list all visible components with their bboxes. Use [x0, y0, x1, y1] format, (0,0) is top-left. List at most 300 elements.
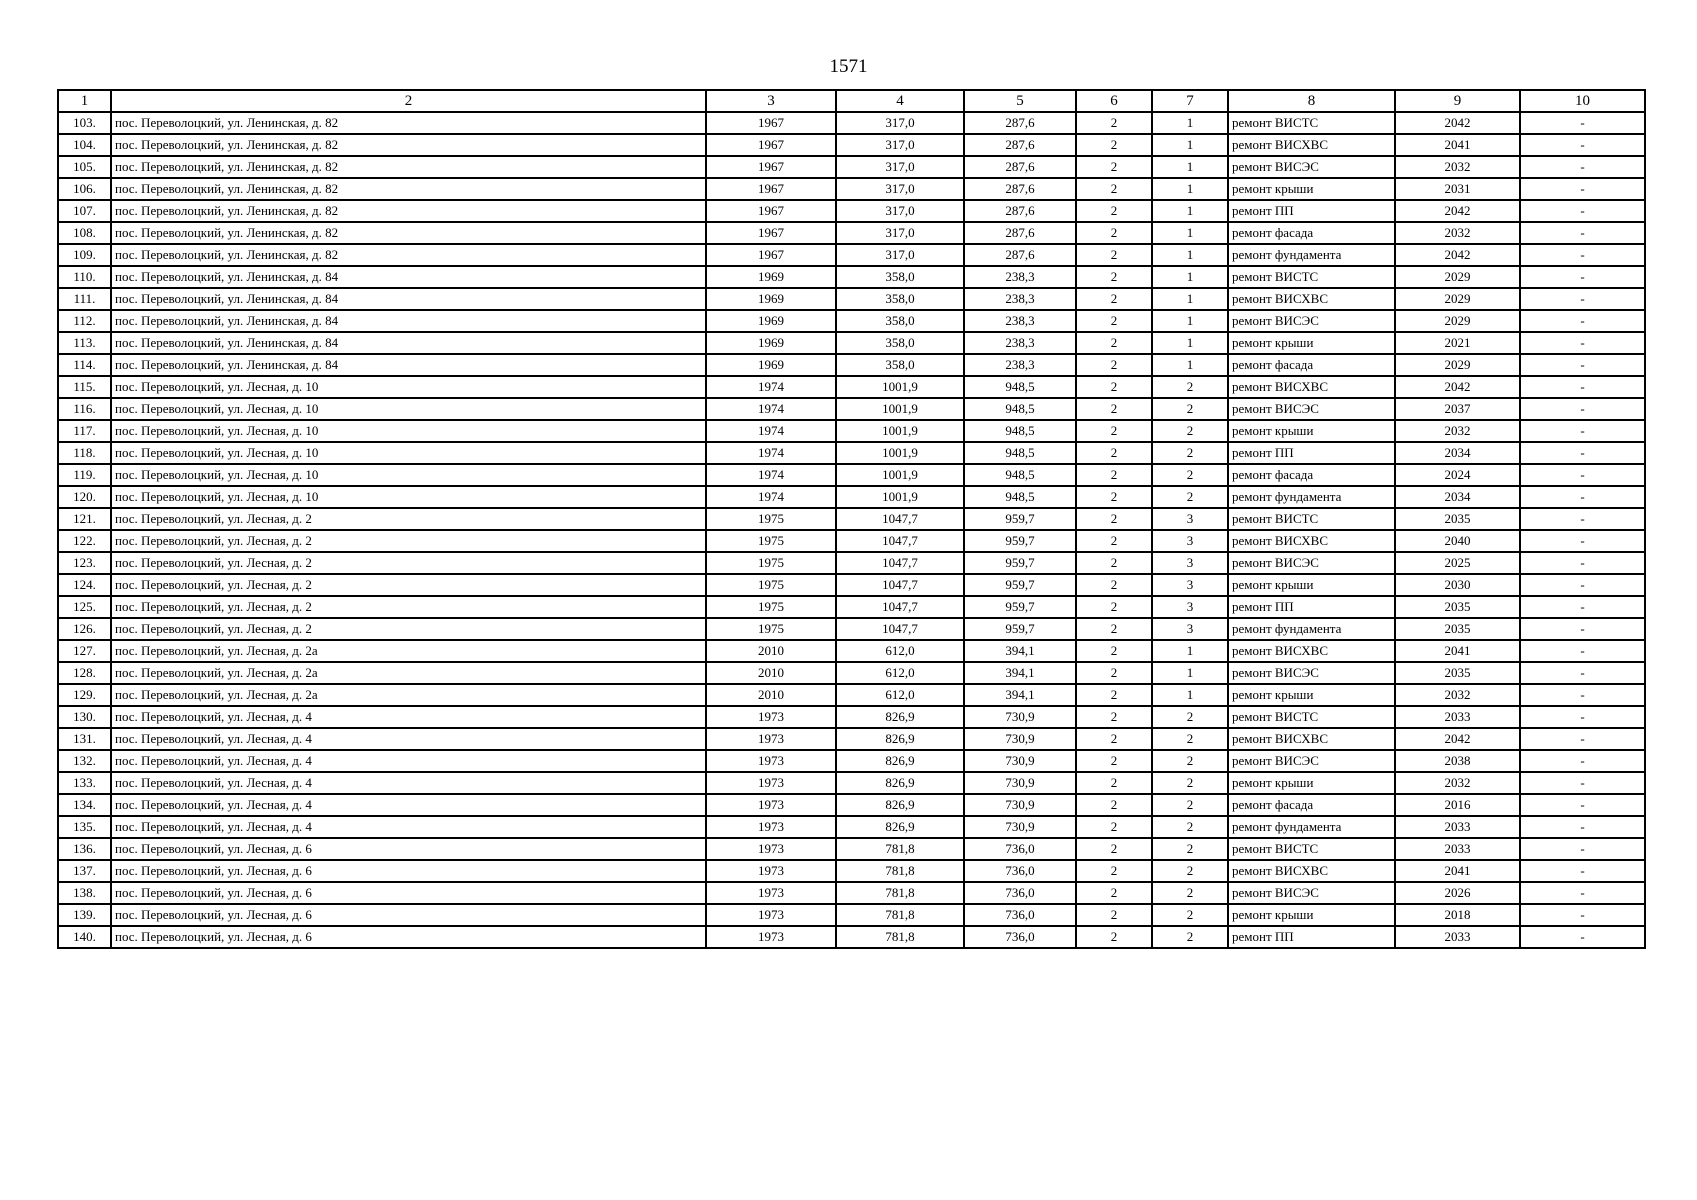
cell-total-area: 1001,9 [836, 486, 964, 508]
cell-entrances: 3 [1152, 552, 1228, 574]
cell-work-type: ремонт крыши [1228, 420, 1395, 442]
cell-floors: 2 [1076, 398, 1152, 420]
cell-work-type: ремонт крыши [1228, 904, 1395, 926]
cell-work-type: ремонт ПП [1228, 442, 1395, 464]
cell-row-number: 124. [58, 574, 111, 596]
cell-living-area: 287,6 [964, 178, 1076, 200]
cell-note: - [1520, 464, 1645, 486]
cell-build-year: 1973 [706, 904, 836, 926]
cell-build-year: 1969 [706, 354, 836, 376]
page-number: 1571 [829, 56, 868, 77]
cell-living-area: 730,9 [964, 794, 1076, 816]
cell-note: - [1520, 310, 1645, 332]
cell-note: - [1520, 222, 1645, 244]
cell-build-year: 1974 [706, 420, 836, 442]
cell-row-number: 123. [58, 552, 111, 574]
cell-planned-year: 2032 [1395, 420, 1520, 442]
cell-planned-year: 2041 [1395, 640, 1520, 662]
cell-row-number: 106. [58, 178, 111, 200]
cell-entrances: 2 [1152, 882, 1228, 904]
cell-entrances: 1 [1152, 222, 1228, 244]
cell-build-year: 1967 [706, 244, 836, 266]
cell-entrances: 2 [1152, 398, 1228, 420]
table-row [58, 244, 1645, 266]
column-header-5: 5 [964, 90, 1076, 112]
cell-entrances: 2 [1152, 772, 1228, 794]
cell-row-number: 120. [58, 486, 111, 508]
table-row [58, 134, 1645, 156]
table-row [58, 684, 1645, 706]
cell-row-number: 116. [58, 398, 111, 420]
table-row [58, 310, 1645, 332]
cell-living-area: 287,6 [964, 222, 1076, 244]
cell-work-type: ремонт ВИСТС [1228, 112, 1395, 134]
cell-address: пос. Переволоцкий, ул. Лесная, д. 4 [111, 816, 706, 838]
cell-living-area: 948,5 [964, 486, 1076, 508]
cell-living-area: 736,0 [964, 882, 1076, 904]
cell-entrances: 1 [1152, 332, 1228, 354]
cell-living-area: 736,0 [964, 926, 1076, 948]
cell-note: - [1520, 794, 1645, 816]
cell-entrances: 2 [1152, 728, 1228, 750]
cell-address: пос. Переволоцкий, ул. Лесная, д. 2 [111, 530, 706, 552]
cell-work-type: ремонт крыши [1228, 178, 1395, 200]
cell-planned-year: 2041 [1395, 134, 1520, 156]
cell-living-area: 730,9 [964, 750, 1076, 772]
cell-floors: 2 [1076, 882, 1152, 904]
cell-address: пос. Переволоцкий, ул. Лесная, д. 4 [111, 750, 706, 772]
cell-total-area: 781,8 [836, 926, 964, 948]
table-row [58, 266, 1645, 288]
table-row [58, 420, 1645, 442]
cell-living-area: 948,5 [964, 464, 1076, 486]
cell-entrances: 2 [1152, 860, 1228, 882]
table-row [58, 904, 1645, 926]
cell-living-area: 730,9 [964, 728, 1076, 750]
cell-build-year: 1969 [706, 332, 836, 354]
cell-build-year: 1969 [706, 288, 836, 310]
cell-planned-year: 2033 [1395, 838, 1520, 860]
column-header-7: 7 [1152, 90, 1228, 112]
cell-total-area: 358,0 [836, 354, 964, 376]
cell-total-area: 1001,9 [836, 420, 964, 442]
cell-work-type: ремонт крыши [1228, 332, 1395, 354]
cell-floors: 2 [1076, 464, 1152, 486]
cell-row-number: 125. [58, 596, 111, 618]
cell-entrances: 2 [1152, 486, 1228, 508]
column-header-3: 3 [706, 90, 836, 112]
cell-address: пос. Переволоцкий, ул. Лесная, д. 6 [111, 860, 706, 882]
cell-build-year: 1967 [706, 112, 836, 134]
cell-row-number: 122. [58, 530, 111, 552]
cell-row-number: 138. [58, 882, 111, 904]
cell-address: пос. Переволоцкий, ул. Лесная, д. 4 [111, 706, 706, 728]
table-row [58, 750, 1645, 772]
cell-address: пос. Переволоцкий, ул. Лесная, д. 10 [111, 464, 706, 486]
cell-note: - [1520, 860, 1645, 882]
cell-living-area: 287,6 [964, 200, 1076, 222]
cell-row-number: 132. [58, 750, 111, 772]
cell-address: пос. Переволоцкий, ул. Лесная, д. 6 [111, 926, 706, 948]
cell-floors: 2 [1076, 706, 1152, 728]
cell-total-area: 826,9 [836, 728, 964, 750]
cell-entrances: 1 [1152, 310, 1228, 332]
cell-total-area: 612,0 [836, 640, 964, 662]
cell-floors: 2 [1076, 684, 1152, 706]
cell-address: пос. Переволоцкий, ул. Лесная, д. 10 [111, 442, 706, 464]
cell-entrances: 1 [1152, 178, 1228, 200]
cell-floors: 2 [1076, 552, 1152, 574]
cell-living-area: 238,3 [964, 332, 1076, 354]
table-row [58, 882, 1645, 904]
cell-note: - [1520, 376, 1645, 398]
cell-entrances: 2 [1152, 794, 1228, 816]
cell-build-year: 1973 [706, 750, 836, 772]
cell-total-area: 1047,7 [836, 596, 964, 618]
cell-living-area: 287,6 [964, 134, 1076, 156]
cell-row-number: 105. [58, 156, 111, 178]
cell-total-area: 317,0 [836, 178, 964, 200]
cell-address: пос. Переволоцкий, ул. Ленинская, д. 84 [111, 332, 706, 354]
cell-total-area: 612,0 [836, 662, 964, 684]
table-row [58, 112, 1645, 134]
cell-row-number: 108. [58, 222, 111, 244]
cell-build-year: 1967 [706, 200, 836, 222]
cell-floors: 2 [1076, 156, 1152, 178]
table-body [58, 112, 1645, 948]
cell-entrances: 2 [1152, 838, 1228, 860]
cell-planned-year: 2033 [1395, 816, 1520, 838]
cell-floors: 2 [1076, 134, 1152, 156]
cell-row-number: 115. [58, 376, 111, 398]
cell-work-type: ремонт ВИСТС [1228, 266, 1395, 288]
cell-living-area: 948,5 [964, 376, 1076, 398]
cell-build-year: 1974 [706, 442, 836, 464]
cell-address: пос. Переволоцкий, ул. Ленинская, д. 82 [111, 200, 706, 222]
cell-note: - [1520, 332, 1645, 354]
cell-living-area: 730,9 [964, 706, 1076, 728]
cell-build-year: 1973 [706, 816, 836, 838]
cell-planned-year: 2040 [1395, 530, 1520, 552]
cell-planned-year: 2032 [1395, 222, 1520, 244]
cell-row-number: 129. [58, 684, 111, 706]
cell-build-year: 1969 [706, 310, 836, 332]
cell-total-area: 612,0 [836, 684, 964, 706]
cell-entrances: 1 [1152, 288, 1228, 310]
cell-address: пос. Переволоцкий, ул. Лесная, д. 10 [111, 420, 706, 442]
cell-row-number: 117. [58, 420, 111, 442]
table-row [58, 838, 1645, 860]
cell-address: пос. Переволоцкий, ул. Лесная, д. 2 [111, 552, 706, 574]
cell-planned-year: 2042 [1395, 244, 1520, 266]
cell-work-type: ремонт ВИСХВС [1228, 860, 1395, 882]
cell-note: - [1520, 398, 1645, 420]
cell-total-area: 358,0 [836, 332, 964, 354]
cell-planned-year: 2042 [1395, 376, 1520, 398]
cell-living-area: 287,6 [964, 112, 1076, 134]
cell-entrances: 2 [1152, 706, 1228, 728]
cell-build-year: 1974 [706, 398, 836, 420]
table-row [58, 486, 1645, 508]
cell-address: пос. Переволоцкий, ул. Лесная, д. 10 [111, 376, 706, 398]
cell-address: пос. Переволоцкий, ул. Лесная, д. 4 [111, 728, 706, 750]
cell-build-year: 2010 [706, 662, 836, 684]
cell-note: - [1520, 750, 1645, 772]
cell-note: - [1520, 178, 1645, 200]
cell-entrances: 1 [1152, 156, 1228, 178]
cell-floors: 2 [1076, 486, 1152, 508]
cell-floors: 2 [1076, 310, 1152, 332]
cell-row-number: 131. [58, 728, 111, 750]
table-row [58, 596, 1645, 618]
cell-address: пос. Переволоцкий, ул. Лесная, д. 6 [111, 904, 706, 926]
table-row [58, 354, 1645, 376]
cell-entrances: 2 [1152, 904, 1228, 926]
cell-entrances: 3 [1152, 596, 1228, 618]
cell-floors: 2 [1076, 178, 1152, 200]
cell-living-area: 959,7 [964, 552, 1076, 574]
cell-floors: 2 [1076, 244, 1152, 266]
cell-address: пос. Переволоцкий, ул. Лесная, д. 4 [111, 794, 706, 816]
cell-living-area: 959,7 [964, 618, 1076, 640]
cell-note: - [1520, 728, 1645, 750]
cell-note: - [1520, 156, 1645, 178]
cell-planned-year: 2029 [1395, 288, 1520, 310]
cell-floors: 2 [1076, 860, 1152, 882]
cell-floors: 2 [1076, 596, 1152, 618]
cell-planned-year: 2034 [1395, 442, 1520, 464]
cell-floors: 2 [1076, 332, 1152, 354]
cell-note: - [1520, 882, 1645, 904]
cell-work-type: ремонт ПП [1228, 200, 1395, 222]
cell-living-area: 287,6 [964, 156, 1076, 178]
cell-total-area: 317,0 [836, 112, 964, 134]
table-row [58, 860, 1645, 882]
cell-address: пос. Переволоцкий, ул. Ленинская, д. 82 [111, 112, 706, 134]
cell-build-year: 1973 [706, 860, 836, 882]
cell-address: пос. Переволоцкий, ул. Ленинская, д. 84 [111, 354, 706, 376]
cell-work-type: ремонт ВИСЭС [1228, 398, 1395, 420]
cell-entrances: 3 [1152, 618, 1228, 640]
table-row [58, 200, 1645, 222]
cell-total-area: 1001,9 [836, 442, 964, 464]
cell-planned-year: 2021 [1395, 332, 1520, 354]
cell-address: пос. Переволоцкий, ул. Лесная, д. 2 [111, 508, 706, 530]
cell-floors: 2 [1076, 794, 1152, 816]
column-header-2: 2 [111, 90, 706, 112]
cell-floors: 2 [1076, 904, 1152, 926]
cell-entrances: 1 [1152, 244, 1228, 266]
cell-planned-year: 2025 [1395, 552, 1520, 574]
table-row [58, 464, 1645, 486]
cell-planned-year: 2041 [1395, 860, 1520, 882]
cell-build-year: 1975 [706, 530, 836, 552]
table-row [58, 618, 1645, 640]
cell-floors: 2 [1076, 838, 1152, 860]
cell-floors: 2 [1076, 926, 1152, 948]
cell-address: пос. Переволоцкий, ул. Ленинская, д. 82 [111, 178, 706, 200]
cell-work-type: ремонт ВИСХВС [1228, 288, 1395, 310]
cell-note: - [1520, 420, 1645, 442]
cell-planned-year: 2029 [1395, 354, 1520, 376]
cell-row-number: 130. [58, 706, 111, 728]
cell-planned-year: 2035 [1395, 662, 1520, 684]
cell-build-year: 1973 [706, 838, 836, 860]
cell-planned-year: 2029 [1395, 266, 1520, 288]
cell-entrances: 2 [1152, 442, 1228, 464]
cell-build-year: 2010 [706, 640, 836, 662]
table-row [58, 816, 1645, 838]
cell-planned-year: 2032 [1395, 684, 1520, 706]
cell-planned-year: 2018 [1395, 904, 1520, 926]
cell-planned-year: 2034 [1395, 486, 1520, 508]
cell-note: - [1520, 244, 1645, 266]
cell-total-area: 317,0 [836, 244, 964, 266]
cell-planned-year: 2042 [1395, 112, 1520, 134]
cell-address: пос. Переволоцкий, ул. Лесная, д. 2 [111, 618, 706, 640]
cell-entrances: 1 [1152, 266, 1228, 288]
cell-address: пос. Переволоцкий, ул. Лесная, д. 2а [111, 684, 706, 706]
table-row [58, 178, 1645, 200]
cell-planned-year: 2033 [1395, 706, 1520, 728]
cell-row-number: 114. [58, 354, 111, 376]
cell-entrances: 2 [1152, 750, 1228, 772]
cell-note: - [1520, 288, 1645, 310]
cell-note: - [1520, 706, 1645, 728]
cell-living-area: 238,3 [964, 266, 1076, 288]
cell-note: - [1520, 508, 1645, 530]
cell-row-number: 107. [58, 200, 111, 222]
cell-entrances: 1 [1152, 640, 1228, 662]
table-row [58, 640, 1645, 662]
cell-note: - [1520, 772, 1645, 794]
cell-row-number: 109. [58, 244, 111, 266]
cell-row-number: 119. [58, 464, 111, 486]
cell-build-year: 1967 [706, 178, 836, 200]
cell-total-area: 781,8 [836, 860, 964, 882]
cell-note: - [1520, 486, 1645, 508]
cell-planned-year: 2035 [1395, 618, 1520, 640]
cell-row-number: 136. [58, 838, 111, 860]
cell-build-year: 1974 [706, 486, 836, 508]
cell-entrances: 2 [1152, 816, 1228, 838]
cell-build-year: 1973 [706, 772, 836, 794]
cell-entrances: 1 [1152, 200, 1228, 222]
cell-work-type: ремонт крыши [1228, 684, 1395, 706]
cell-work-type: ремонт крыши [1228, 772, 1395, 794]
cell-total-area: 317,0 [836, 156, 964, 178]
cell-note: - [1520, 618, 1645, 640]
cell-work-type: ремонт ВИСЭС [1228, 156, 1395, 178]
cell-total-area: 1001,9 [836, 398, 964, 420]
cell-planned-year: 2035 [1395, 596, 1520, 618]
cell-row-number: 111. [58, 288, 111, 310]
cell-entrances: 3 [1152, 574, 1228, 596]
cell-work-type: ремонт ВИСХВС [1228, 376, 1395, 398]
cell-address: пос. Переволоцкий, ул. Лесная, д. 10 [111, 486, 706, 508]
cell-note: - [1520, 816, 1645, 838]
cell-living-area: 394,1 [964, 684, 1076, 706]
cell-living-area: 238,3 [964, 288, 1076, 310]
cell-build-year: 1967 [706, 156, 836, 178]
cell-row-number: 110. [58, 266, 111, 288]
cell-living-area: 948,5 [964, 442, 1076, 464]
cell-row-number: 112. [58, 310, 111, 332]
cell-build-year: 1975 [706, 574, 836, 596]
cell-note: - [1520, 354, 1645, 376]
cell-floors: 2 [1076, 222, 1152, 244]
cell-work-type: ремонт ВИСЭС [1228, 310, 1395, 332]
cell-note: - [1520, 552, 1645, 574]
cell-planned-year: 2032 [1395, 156, 1520, 178]
cell-living-area: 238,3 [964, 354, 1076, 376]
table-row [58, 530, 1645, 552]
cell-entrances: 2 [1152, 464, 1228, 486]
cell-floors: 2 [1076, 442, 1152, 464]
cell-note: - [1520, 442, 1645, 464]
cell-entrances: 3 [1152, 508, 1228, 530]
cell-entrances: 1 [1152, 684, 1228, 706]
column-header-1: 1 [58, 90, 111, 112]
cell-work-type: ремонт ПП [1228, 596, 1395, 618]
cell-address: пос. Переволоцкий, ул. Ленинская, д. 84 [111, 310, 706, 332]
cell-address: пос. Переволоцкий, ул. Лесная, д. 4 [111, 772, 706, 794]
cell-total-area: 826,9 [836, 706, 964, 728]
cell-planned-year: 2037 [1395, 398, 1520, 420]
table-row [58, 508, 1645, 530]
cell-floors: 2 [1076, 816, 1152, 838]
cell-total-area: 317,0 [836, 200, 964, 222]
cell-planned-year: 2042 [1395, 200, 1520, 222]
cell-build-year: 1969 [706, 266, 836, 288]
cell-work-type: ремонт ВИСЭС [1228, 882, 1395, 904]
cell-planned-year: 2030 [1395, 574, 1520, 596]
cell-address: пос. Переволоцкий, ул. Ленинская, д. 84 [111, 288, 706, 310]
cell-build-year: 1975 [706, 508, 836, 530]
cell-work-type: ремонт фасада [1228, 354, 1395, 376]
cell-total-area: 1047,7 [836, 508, 964, 530]
cell-row-number: 133. [58, 772, 111, 794]
cell-note: - [1520, 112, 1645, 134]
cell-row-number: 140. [58, 926, 111, 948]
cell-address: пос. Переволоцкий, ул. Лесная, д. 2 [111, 574, 706, 596]
cell-note: - [1520, 640, 1645, 662]
cell-row-number: 135. [58, 816, 111, 838]
cell-address: пос. Переволоцкий, ул. Лесная, д. 2 [111, 596, 706, 618]
cell-living-area: 959,7 [964, 596, 1076, 618]
table-row [58, 442, 1645, 464]
cell-build-year: 1973 [706, 926, 836, 948]
column-header-8: 8 [1228, 90, 1395, 112]
cell-total-area: 1001,9 [836, 376, 964, 398]
table-row [58, 706, 1645, 728]
cell-work-type: ремонт фундамента [1228, 486, 1395, 508]
cell-floors: 2 [1076, 530, 1152, 552]
cell-planned-year: 2031 [1395, 178, 1520, 200]
table-row [58, 376, 1645, 398]
cell-planned-year: 2038 [1395, 750, 1520, 772]
cell-work-type: ремонт ВИСЭС [1228, 750, 1395, 772]
column-header-6: 6 [1076, 90, 1152, 112]
cell-planned-year: 2035 [1395, 508, 1520, 530]
cell-note: - [1520, 684, 1645, 706]
cell-build-year: 1973 [706, 794, 836, 816]
cell-planned-year: 2024 [1395, 464, 1520, 486]
cell-work-type: ремонт ВИСТС [1228, 838, 1395, 860]
table-row [58, 662, 1645, 684]
cell-floors: 2 [1076, 420, 1152, 442]
cell-total-area: 781,8 [836, 904, 964, 926]
